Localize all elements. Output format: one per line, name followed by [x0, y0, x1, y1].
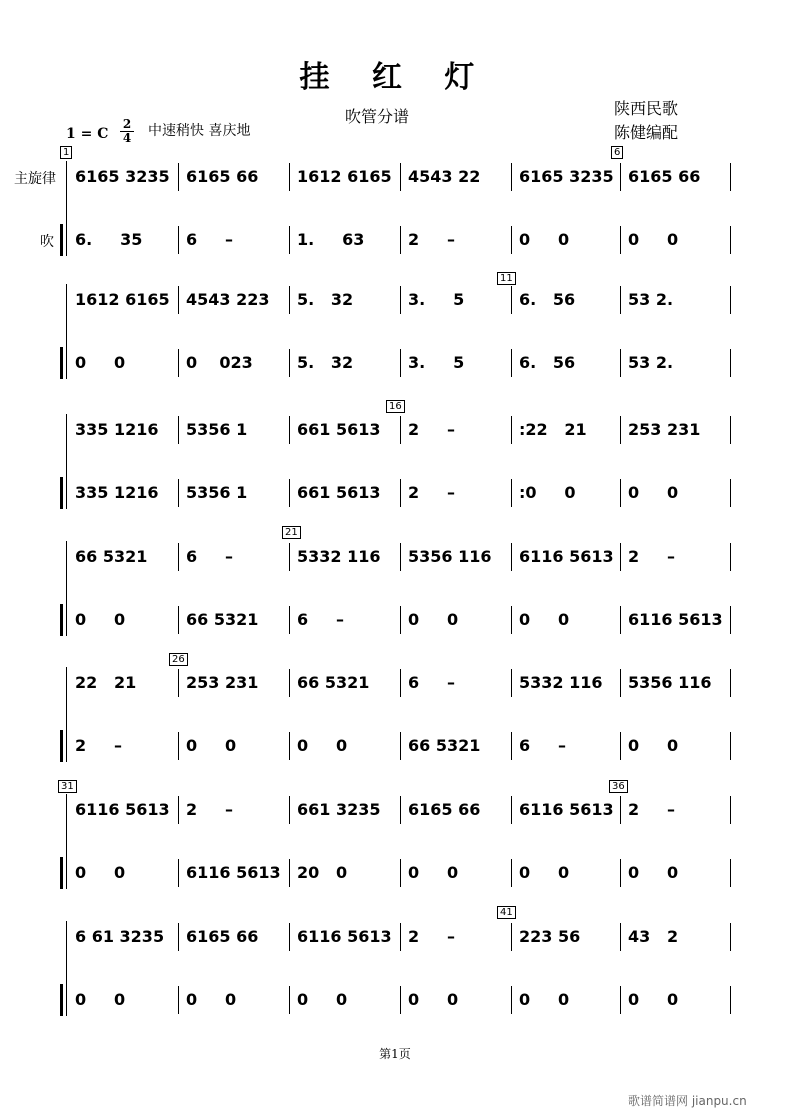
measure-wind: 6116 5613 — [186, 863, 281, 882]
barline — [730, 923, 731, 951]
wind-brace — [60, 347, 63, 379]
barline — [289, 669, 290, 697]
barline — [289, 732, 290, 760]
measure-wind: 2 – — [408, 230, 455, 249]
barline — [620, 732, 621, 760]
measure-wind: 335 1216 — [75, 483, 159, 502]
barline — [400, 923, 401, 951]
measure-wind: 661 5613 — [297, 483, 381, 502]
barline — [289, 923, 290, 951]
measure-wind: 0 0 — [297, 736, 348, 755]
measure-melody: 4543 223 — [186, 290, 270, 309]
barline — [620, 479, 621, 507]
barline — [400, 163, 401, 191]
measure-number: 26 — [169, 653, 188, 666]
barline — [178, 226, 179, 254]
barline — [730, 416, 731, 444]
measure-melody: 223 56 — [519, 927, 581, 946]
time-signature-top: 2 — [122, 117, 132, 131]
measure-melody: 5356 116 — [628, 673, 712, 692]
measure-melody: 2 – — [186, 800, 233, 819]
barline — [289, 416, 290, 444]
barline — [511, 226, 512, 254]
tempo-marking: 中速稍快 喜庆地 — [148, 123, 251, 139]
barline — [620, 286, 621, 314]
measure-wind: 0 0 — [75, 863, 126, 882]
measure-melody: 1612 6165 — [75, 290, 170, 309]
wind-brace — [60, 477, 63, 509]
barline — [511, 606, 512, 634]
measure-melody: 253 231 — [628, 420, 701, 439]
barline — [511, 859, 512, 887]
time-signature-bottom: 4 — [120, 131, 134, 145]
measure-melody: 5332 116 — [519, 673, 603, 692]
barline — [511, 349, 512, 377]
measure-wind: 0 0 — [628, 230, 679, 249]
barline — [620, 796, 621, 824]
barline — [400, 986, 401, 1014]
barline — [730, 226, 731, 254]
barline — [620, 923, 621, 951]
song-title: 挂 红 灯 — [299, 60, 491, 95]
barline — [400, 859, 401, 887]
measure-melody: 6. 56 — [519, 290, 576, 309]
measure-wind: 53 2. — [628, 353, 674, 372]
barline — [289, 479, 290, 507]
measure-wind: :0 0 — [519, 483, 576, 502]
measure-melody: 5356 1 — [186, 420, 248, 439]
measure-wind: 20 0 — [297, 863, 348, 882]
barline — [511, 479, 512, 507]
measure-number: 11 — [497, 272, 516, 285]
barline — [178, 923, 179, 951]
wind-brace — [60, 857, 63, 889]
barline — [620, 606, 621, 634]
barline — [511, 669, 512, 697]
key-signature: 1 = C — [66, 126, 109, 142]
wind-brace — [60, 730, 63, 762]
measure-number: 6 — [611, 146, 623, 159]
barline — [178, 669, 179, 697]
arranger-credit: 陈健编配 — [614, 123, 679, 142]
measure-melody: 5332 116 — [297, 547, 381, 566]
barline — [178, 543, 179, 571]
barline — [730, 669, 731, 697]
measure-number: 16 — [386, 400, 405, 413]
measure-wind: 6 – — [297, 610, 344, 629]
measure-melody: 2 – — [408, 927, 455, 946]
barline — [178, 986, 179, 1014]
measure-melody: 6116 5613 — [75, 800, 170, 819]
barline — [511, 286, 512, 314]
measure-melody: 253 231 — [186, 673, 259, 692]
barline — [730, 606, 731, 634]
measure-melody: 6165 66 — [186, 927, 259, 946]
measure-melody: 6 – — [186, 547, 233, 566]
time-signature — [120, 118, 134, 145]
measure-wind: 0 0 — [519, 863, 570, 882]
barline — [400, 226, 401, 254]
measure-melody: 2 – — [408, 420, 455, 439]
barline — [400, 479, 401, 507]
measure-wind: 0 0 — [628, 483, 679, 502]
measure-wind: 2 – — [75, 736, 122, 755]
measure-wind: 6. 56 — [519, 353, 576, 372]
measure-melody: 5. 32 — [297, 290, 354, 309]
measure-wind: 0 0 — [186, 990, 237, 1009]
measure-wind: 0 0 — [519, 990, 570, 1009]
measure-melody: 6165 66 — [408, 800, 481, 819]
barline — [730, 163, 731, 191]
barline — [730, 286, 731, 314]
wind-brace — [60, 604, 63, 636]
barline — [178, 163, 179, 191]
barline — [289, 163, 290, 191]
barline — [620, 163, 621, 191]
barline — [400, 286, 401, 314]
measure-number: 41 — [497, 906, 516, 919]
measure-melody: 3. 5 — [408, 290, 465, 309]
page-number: 第1页 — [379, 1047, 411, 1061]
system-left-barline — [66, 541, 67, 636]
measure-wind: 0 0 — [519, 610, 570, 629]
measure-melody: 6 – — [408, 673, 455, 692]
barline — [178, 416, 179, 444]
measure-wind: 1. 63 — [297, 230, 365, 249]
measure-wind: 0 0 — [408, 863, 459, 882]
system-left-barline — [66, 794, 67, 889]
barline — [511, 416, 512, 444]
barline — [289, 606, 290, 634]
barline — [620, 226, 621, 254]
measure-wind: 0 0 — [75, 990, 126, 1009]
measure-melody: 6165 66 — [186, 167, 259, 186]
measure-melody: 6165 3235 — [75, 167, 170, 186]
measure-wind: 6116 5613 — [628, 610, 723, 629]
barline — [511, 543, 512, 571]
measure-wind: 0 0 — [408, 990, 459, 1009]
measure-number: 36 — [609, 780, 628, 793]
barline — [400, 606, 401, 634]
measure-wind: 0 0 — [628, 990, 679, 1009]
measure-wind: 0 0 — [75, 610, 126, 629]
system-left-barline — [66, 284, 67, 379]
measure-wind: 0 0 — [297, 990, 348, 1009]
measure-wind: 5. 32 — [297, 353, 354, 372]
barline — [511, 163, 512, 191]
measure-wind: 0 0 — [628, 736, 679, 755]
barline — [400, 543, 401, 571]
barline — [620, 669, 621, 697]
barline — [400, 732, 401, 760]
measure-melody: 6116 5613 — [519, 547, 614, 566]
measure-melody: 5356 116 — [408, 547, 492, 566]
measure-wind: 66 5321 — [408, 736, 481, 755]
measure-melody: 2 – — [628, 547, 675, 566]
measure-melody: 6116 5613 — [297, 927, 392, 946]
wind-brace — [60, 224, 63, 256]
barline — [178, 286, 179, 314]
measure-wind: 0 0 — [519, 230, 570, 249]
measure-melody: 6165 3235 — [519, 167, 614, 186]
measure-melody: 661 3235 — [297, 800, 381, 819]
measure-melody: 22 21 — [75, 673, 137, 692]
measure-melody: 1612 6165 — [297, 167, 392, 186]
song-origin: 陕西民歌 — [614, 99, 679, 118]
measure-wind: 3. 5 — [408, 353, 465, 372]
barline — [178, 349, 179, 377]
barline — [511, 923, 512, 951]
barline — [178, 732, 179, 760]
measure-wind: 5356 1 — [186, 483, 248, 502]
measure-melody: 6116 5613 — [519, 800, 614, 819]
barline — [400, 416, 401, 444]
barline — [400, 669, 401, 697]
barline — [289, 986, 290, 1014]
barline — [620, 986, 621, 1014]
barline — [730, 986, 731, 1014]
barline — [730, 859, 731, 887]
measure-melody: 66 5321 — [75, 547, 148, 566]
barline — [289, 859, 290, 887]
measure-melody: 2 – — [628, 800, 675, 819]
system-left-barline — [66, 667, 67, 762]
measure-melody: 43 2 — [628, 927, 679, 946]
barline — [730, 479, 731, 507]
barline — [730, 543, 731, 571]
measure-melody: 6165 66 — [628, 167, 701, 186]
barline — [178, 479, 179, 507]
measure-wind: 0 0 — [628, 863, 679, 882]
barline — [620, 416, 621, 444]
barline — [178, 606, 179, 634]
barline — [730, 732, 731, 760]
barline — [400, 796, 401, 824]
part-label-melody: 主旋律 — [14, 171, 56, 187]
measure-melody: 66 5321 — [297, 673, 370, 692]
measure-number: 21 — [282, 526, 301, 539]
barline — [289, 796, 290, 824]
barline — [730, 349, 731, 377]
system-left-barline — [66, 414, 67, 509]
barline — [289, 226, 290, 254]
measure-wind: 2 – — [408, 483, 455, 502]
measure-melody: :22 21 — [519, 420, 587, 439]
barline — [289, 543, 290, 571]
measure-wind: 0 023 — [186, 353, 253, 372]
wind-brace — [60, 984, 63, 1016]
measure-wind: 0 0 — [186, 736, 237, 755]
barline — [620, 349, 621, 377]
barline — [620, 543, 621, 571]
measure-wind: 6 – — [519, 736, 566, 755]
barline — [400, 349, 401, 377]
barline — [620, 859, 621, 887]
barline — [289, 286, 290, 314]
barline — [511, 986, 512, 1014]
measure-wind: 6. 35 — [75, 230, 143, 249]
barline — [178, 859, 179, 887]
measure-melody: 6 61 3235 — [75, 927, 165, 946]
barline — [511, 732, 512, 760]
measure-wind: 0 0 — [75, 353, 126, 372]
measure-melody: 4543 22 — [408, 167, 481, 186]
barline — [730, 796, 731, 824]
measure-wind: 0 0 — [408, 610, 459, 629]
measure-number: 31 — [58, 780, 77, 793]
measure-number: 1 — [60, 146, 72, 159]
system-left-barline — [66, 161, 67, 256]
system-left-barline — [66, 921, 67, 1016]
measure-wind: 6 – — [186, 230, 233, 249]
part-label-wind: 吹 — [40, 234, 54, 250]
measure-melody: 335 1216 — [75, 420, 159, 439]
part-subtitle: 吹管分谱 — [345, 107, 410, 126]
site-watermark: 歌谱简谱网 jianpu.cn — [628, 1094, 747, 1108]
measure-melody: 661 5613 — [297, 420, 381, 439]
barline — [289, 349, 290, 377]
barline — [511, 796, 512, 824]
measure-wind: 66 5321 — [186, 610, 259, 629]
measure-melody: 53 2. — [628, 290, 674, 309]
barline — [178, 796, 179, 824]
